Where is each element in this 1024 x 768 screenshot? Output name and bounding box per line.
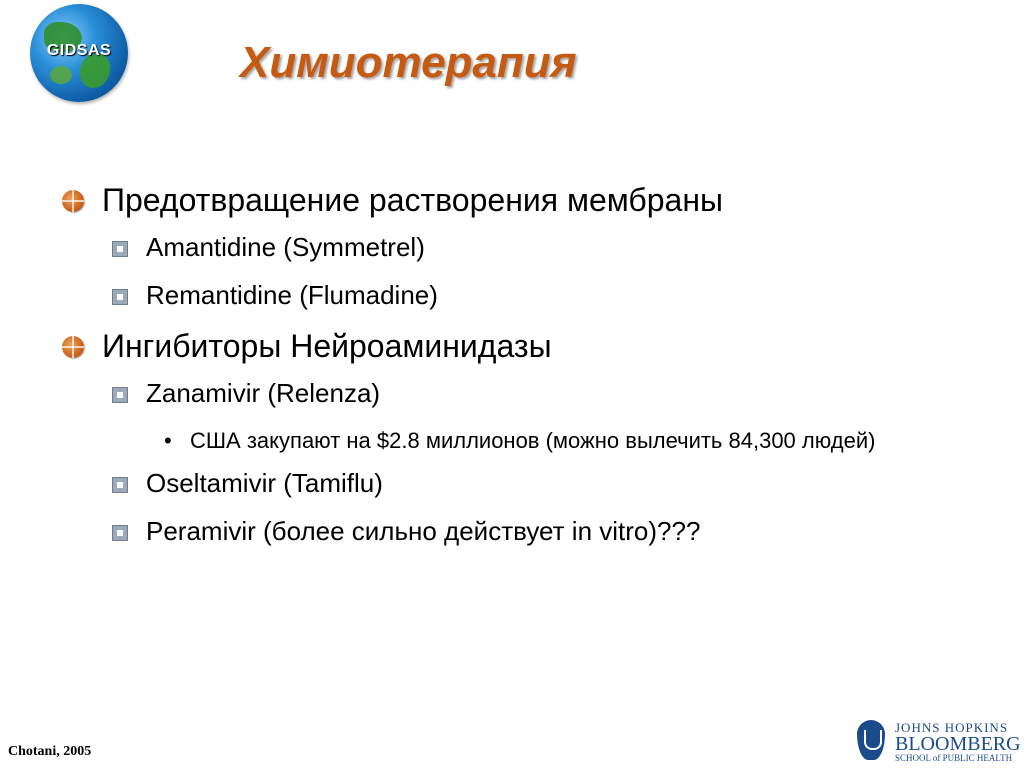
footer-author: Chotani, 2005 [8, 744, 92, 759]
bullet-square-icon [112, 387, 128, 403]
sub-bullet-item [60, 466, 980, 500]
sub-bullet-text: Remantidine (Flumadine) [146, 280, 438, 310]
bullet-text: Ингибиторы Нейроаминидазы [102, 328, 552, 364]
org-line-3: SCHOOL of PUBLIC HEALTH [895, 753, 1013, 763]
bullet-text: Предотвращение растворения мембраны [102, 182, 723, 218]
bullet-dot-icon: • [164, 428, 172, 453]
sub-bullet-item [60, 514, 980, 548]
johns-hopkins-logo [857, 720, 1021, 764]
bullet-sphere-icon [62, 336, 84, 358]
bullet-square-icon [112, 241, 128, 257]
slide-title: Химиотерапия [240, 38, 577, 87]
bullet-square-icon [112, 477, 128, 493]
sub-sub-bullet-item [60, 424, 980, 458]
sub-bullet-item [60, 376, 980, 410]
sub-bullet-item [60, 278, 980, 312]
bullet-square-icon [112, 525, 128, 541]
sub-bullet-text: Amantidine (Symmetrel) [146, 232, 425, 262]
bullet-square-icon [112, 289, 128, 305]
sub-bullet-text: Zanamivir (Relenza) [146, 378, 381, 408]
org-line-1: JOHNS HOPKINS [895, 720, 1009, 735]
bullet-list [60, 180, 980, 562]
logo-text: GIDSAS [46, 42, 112, 59]
sub-bullet-item [60, 230, 980, 264]
bullet-sphere-icon [62, 190, 84, 212]
bullet-item [60, 326, 980, 366]
sub-bullet-text: Peramivir (более сильно действует in vitro)??? [146, 516, 701, 546]
gidsas-globe-logo [30, 4, 128, 102]
org-line-2: BLOOMBERG [895, 733, 1021, 755]
shield-icon [857, 720, 885, 760]
bullet-item [60, 180, 980, 220]
sub-sub-bullet-text: США закупают на $2.8 миллионов (можно вылечить 84,300 людей) [190, 428, 876, 453]
sub-bullet-text: Oseltamivir (Tamiflu) [146, 468, 383, 498]
